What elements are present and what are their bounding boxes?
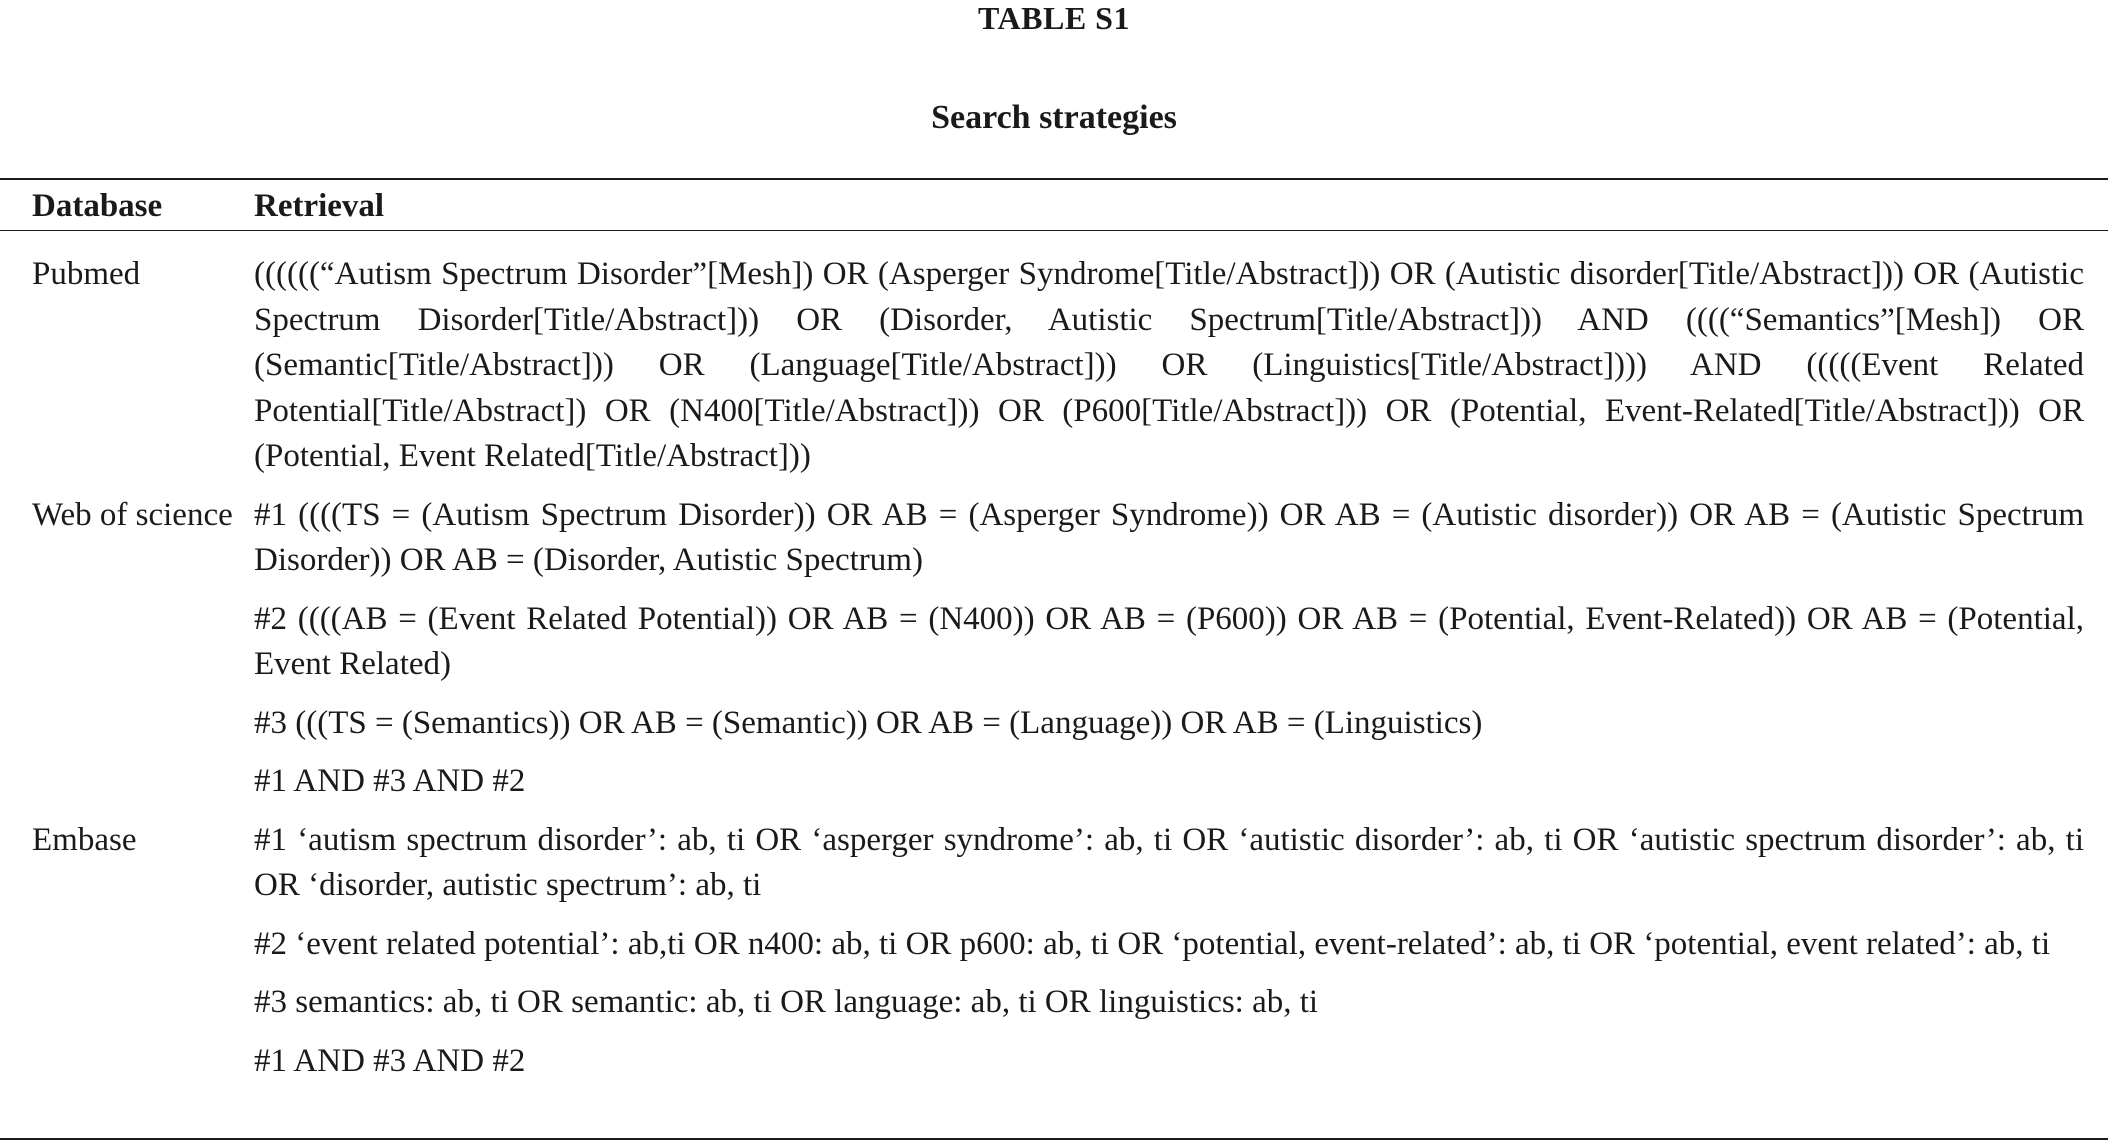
retrieval-query: #2 ‘event related potential’: ab,ti OR n400: ab, ti OR p600: ab, ti OR ‘potential, event-related’: ab, ti OR ‘potential, event related’: ab, ti — [254, 925, 2051, 962]
retrieval-query: #1 AND #3 AND #2 — [254, 763, 526, 799]
retrieval-cell — [254, 493, 2084, 818]
table-header-row — [0, 186, 2108, 226]
table-header-rule — [0, 230, 2108, 231]
retrieval-query: #3 (((TS = (Semantics)) OR AB = (Semantic)) OR AB = (Language)) OR AB = (Linguistics) — [254, 704, 1483, 741]
table-row — [0, 818, 2108, 1098]
retrieval-query: #1 ‘autism spectrum disorder’: ab, ti OR ‘asperger syndrome’: ab, ti OR ‘autistic disorder’: ab, ti OR ‘autistic spectrum disorder’: ab, ti OR ‘disorder, autistic spectrum’: ab, ti — [254, 821, 2084, 903]
retrieval-query: ((((((“Autism Spectrum Disorder”[Mesh]) OR (Asperger Syndrome[Title/Abstract])) OR (Autistic disorder[Title/Abstract])) OR (Autistic Spectrum Disorder[Title/Abstract])) OR (Disorder, Autistic Spectrum[Title/Abstract])) AND ((((“Semantics”[Mesh]) OR (Semantic[Title/Abstract])) OR (Language[Title/Abstract])) OR (Linguistics[Title/Abstract]))) AND (((((Event Related Potential[Title/Abstract]) OR (N400[Title/Abstract])) OR (P600[Title/Abstract])) OR (Potential, Event-Related[Title/Abstract])) OR (Potential, Event Related[Title/Abstract])) — [254, 256, 2084, 474]
header-retrieval: Retrieval — [254, 188, 385, 224]
database-cell: Embase — [32, 821, 137, 858]
table-row — [0, 252, 2108, 493]
retrieval-query: #2 ((((AB = (Event Related Potential)) OR AB = (N400)) OR AB = (P600)) OR AB = (Potential, Event-Related)) OR AB = (Potential, Event Related) — [254, 600, 2084, 682]
table-caption: Search strategies — [931, 99, 1177, 136]
retrieval-cell — [254, 252, 2084, 493]
table-row — [0, 493, 2108, 818]
retrieval-query: #3 semantics: ab, ti OR semantic: ab, ti OR language: ab, ti OR linguistics: ab, ti — [254, 984, 1319, 1020]
header-database: Database — [32, 188, 163, 224]
table-body — [0, 252, 2108, 1097]
table-bottom-rule — [0, 1138, 2108, 1140]
database-cell: Web of science — [32, 496, 233, 533]
table-label: TABLE S1 — [978, 0, 1130, 36]
database-cell: Pubmed — [32, 256, 141, 292]
table-top-rule — [0, 178, 2108, 180]
retrieval-query: #1 ((((TS = (Autism Spectrum Disorder)) OR AB = (Asperger Syndrome)) OR AB = (Autistic disorder)) OR AB = (Autistic Spectrum Disorder)) OR AB = (Disorder, Autistic Spectrum) — [254, 496, 2084, 578]
retrieval-query: #1 AND #3 AND #2 — [254, 1042, 526, 1079]
retrieval-cell — [254, 818, 2084, 1098]
